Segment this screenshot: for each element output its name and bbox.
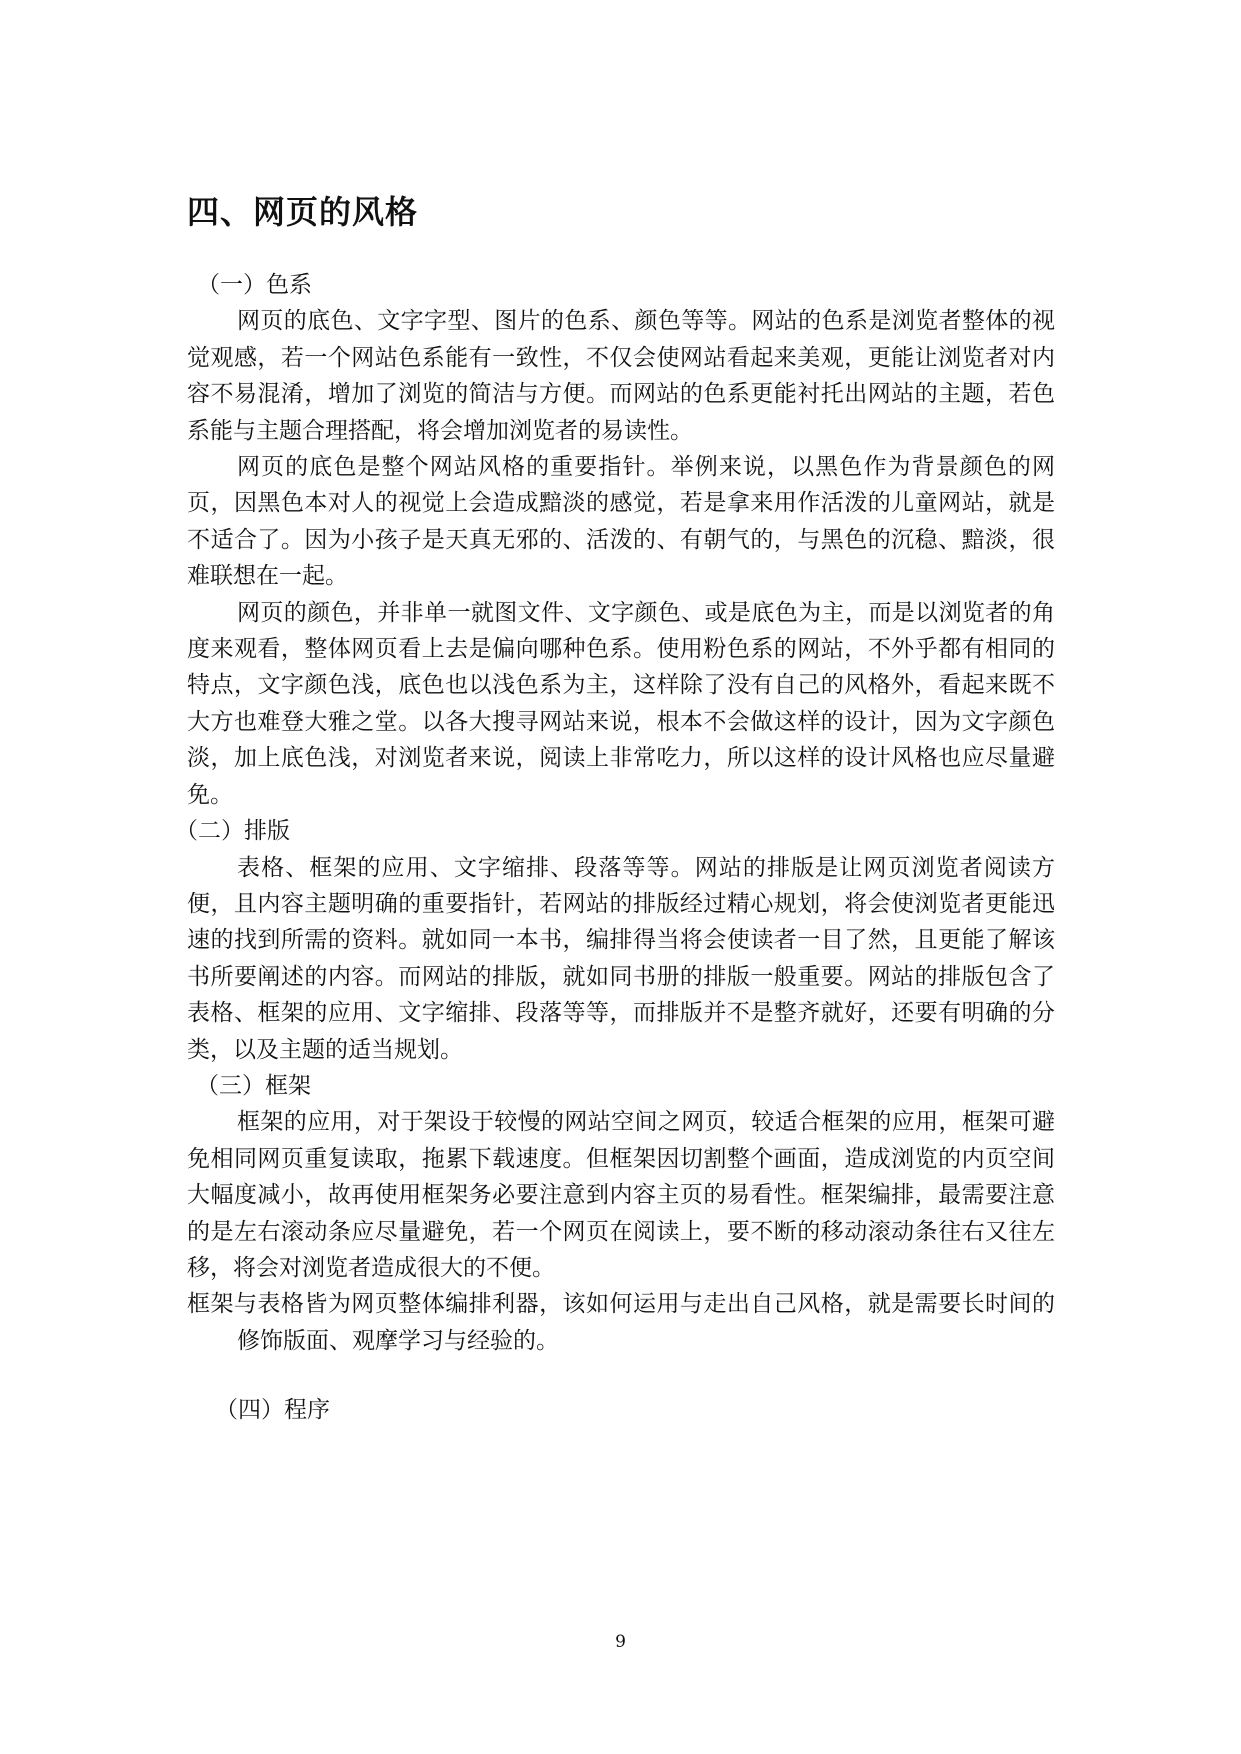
- section-heading-color-scheme: （一）色系: [197, 272, 312, 298]
- section-heading-layout: （二）排版: [175, 818, 290, 845]
- paragraph: 表格、框架的应用、文字缩排、段落等等。网站的排版是让网页浏览者阅读方便，且内容主题明确的重要指针，若网站的排版经过精心规划，将会使浏览者更能迅速的找到所需的资料。就如同一本书，编排得当将会使读者一目了然，且更能了解该书所要阐述的内容。而网站的排版，就如同书册的排版一般重要。网站的排版包含了表格、框架的应用、文字缩排、段落等等，而排版并不是整齐就好，还要有明确的分类，以及主题的适当规划。: [187, 854, 1055, 1063]
- section-heading-program: （四）程序: [215, 1397, 330, 1424]
- document-body: [175, 267, 1055, 1429]
- paragraph: 网页的底色、文字字型、图片的色系、颜色等等。网站的色系是浏览者整体的视觉观感，若一个网站色系能有一致性，不仅会使网站看起来美观，更能让浏览者对内容不易混淆，增加了浏览的简洁与方便。而网站的色系更能衬托出网站的主题，若色系能与主题合理搭配，将会增加浏览者的易读性。: [187, 308, 1055, 444]
- closing-paragraph: 框架与表格皆为网页整体编排利器，该如何运用与走出自己风格，就是需要长时间的修饰版面、观摩学习与经验的。: [187, 1291, 1055, 1354]
- page-number: 9: [615, 1632, 626, 1652]
- section-heading-frames: （三）框架: [196, 1072, 311, 1099]
- paragraph: 网页的颜色，并非单一就图文件、文字颜色、或是底色为主，而是以浏览者的角度来观看，整体网页看上去是偏向哪种色系。使用粉色系的网站，不外乎都有相同的特点，文字颜色浅，底色也以浅色系为主，这样除了没有自己的风格外，看起来既不大方也难登大雅之堂。以各大搜寻网站来说，根本不会做这样的设计，因为文字颜色淡，加上底色浅，对浏览者来说，阅读上非常吃力，所以这样的设计风格也应尽量避免。: [187, 599, 1055, 808]
- page-title: 四、网页的风格: [187, 193, 419, 231]
- paragraph: 框架的应用，对于架设于较慢的网站空间之网页，较适合框架的应用，框架可避免相同网页重复读取，拖累下载速度。但框架因切割整个画面，造成浏览的内页空间大幅度减小，故再使用框架务必要注意到内容主页的易看性。框架编排，最需要注意的是左右滚动条应尽量避免，若一个网页在阅读上，要不断的移动滚动条往右又往左移，将会对浏览者造成很大的不便。: [187, 1109, 1055, 1281]
- paragraph: 网页的底色是整个网站风格的重要指针。举例来说，以黑色作为背景颜色的网页，因黑色本对人的视觉上会造成黯淡的感觉，若是拿来用作活泼的儿童网站，就是不适合了。因为小孩子是天真无邪的、活泼的、有朝气的，与黑色的沉稳、黯淡，很难联想在一起。: [187, 454, 1055, 590]
